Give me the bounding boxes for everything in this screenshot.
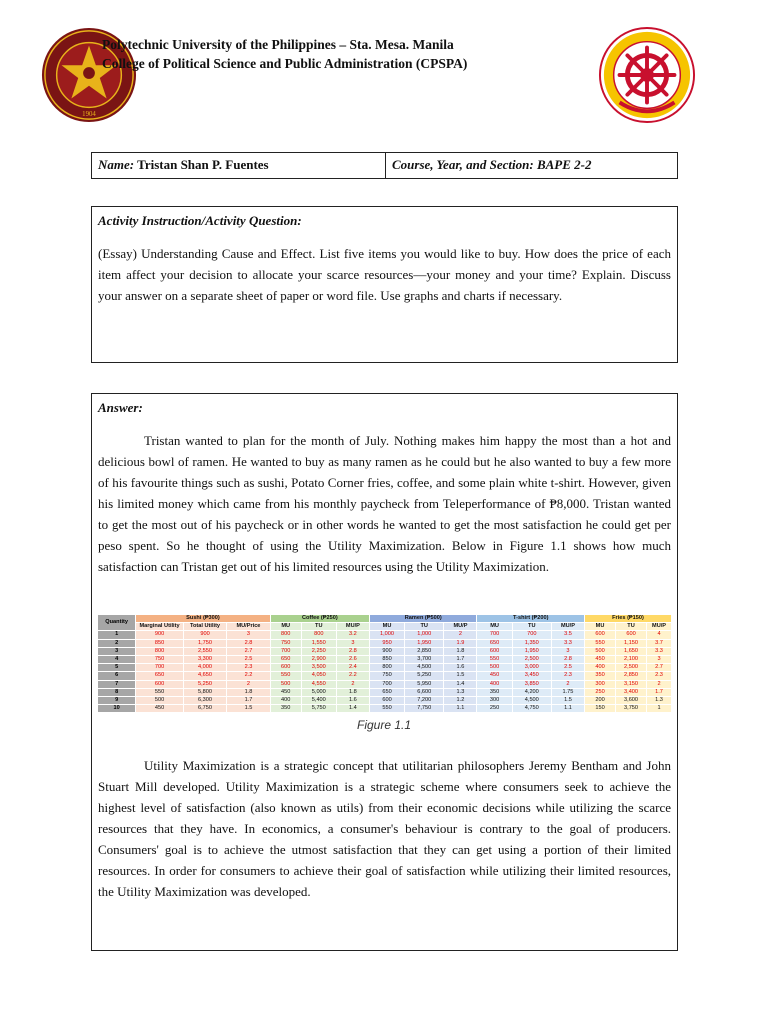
table-cell: 3,750 — [616, 705, 647, 713]
table-cell: 600 — [477, 647, 512, 655]
table-cell: 900 — [369, 647, 404, 655]
column-header: MU — [477, 623, 512, 631]
table-cell: 800 — [301, 631, 336, 639]
table-cell: 2.6 — [336, 656, 369, 664]
table-cell: 6,750 — [183, 705, 226, 713]
instruction-body: (Essay) Understanding Cause and Effect. List five items you would like to buy. How does the price of each item affect your decision to allocate your scarce resources—your money and your time? Explain. Discuss your answer on a separate sheet of paper or word file. Use graphs and charts if necessary. — [98, 246, 671, 303]
table-cell: 1.6 — [336, 697, 369, 705]
quantity-cell: 2 — [98, 639, 136, 647]
table-cell: 750 — [270, 639, 301, 647]
table-cell: 2.2 — [336, 672, 369, 680]
table-cell: 3 — [551, 647, 584, 655]
table-cell: 300 — [477, 697, 512, 705]
table-cell: 4,550 — [301, 680, 336, 688]
table-cell: 5,950 — [405, 680, 444, 688]
column-header: MU/P — [336, 623, 369, 631]
table-cell: 1.8 — [336, 688, 369, 696]
table-cell: 4 — [647, 631, 672, 639]
table-cell: 1 — [647, 705, 672, 713]
table-row — [98, 697, 672, 705]
table-cell: 3,300 — [183, 656, 226, 664]
table-cell: 1.1 — [551, 705, 584, 713]
table-cell: 850 — [369, 656, 404, 664]
table-cell: 1.4 — [336, 705, 369, 713]
column-header: MU — [270, 623, 301, 631]
table-row — [98, 656, 672, 664]
table-cell: 2,850 — [616, 672, 647, 680]
table-cell: 5,750 — [301, 705, 336, 713]
figure-caption: Figure 1.1 — [356, 718, 412, 732]
table-cell: 1.8 — [227, 688, 270, 696]
table-cell: 3.5 — [551, 631, 584, 639]
table-cell: 700 — [477, 631, 512, 639]
quantity-cell: 5 — [98, 664, 136, 672]
table-cell: 1,150 — [616, 639, 647, 647]
quantity-cell: 3 — [98, 647, 136, 655]
table-cell: 1,650 — [616, 647, 647, 655]
table-cell: 500 — [136, 697, 184, 705]
table-cell: 1,950 — [512, 647, 551, 655]
table-cell: 4,500 — [405, 664, 444, 672]
table-cell: 1,000 — [405, 631, 444, 639]
table-cell: 800 — [270, 631, 301, 639]
quantity-cell: 8 — [98, 688, 136, 696]
table-cell: 150 — [585, 705, 616, 713]
utility-table — [97, 614, 672, 713]
table-cell: 6,600 — [405, 688, 444, 696]
university-name: Polytechnic University of the Philippines – Sta. Mesa. Manila — [102, 37, 454, 52]
table-cell: 3 — [336, 639, 369, 647]
table-cell: 1.3 — [647, 697, 672, 705]
table-cell: 1.7 — [647, 688, 672, 696]
table-cell: 3 — [647, 656, 672, 664]
table-cell: 4,650 — [183, 672, 226, 680]
table-cell: 3,700 — [405, 656, 444, 664]
table-cell: 2,500 — [512, 656, 551, 664]
table-cell: 2 — [551, 680, 584, 688]
name-cell — [92, 153, 385, 178]
table-cell: 200 — [585, 697, 616, 705]
table-cell: 600 — [616, 631, 647, 639]
group-header-tshirt: T-shirt (₱200) — [477, 615, 585, 623]
table-cell: 2.7 — [227, 647, 270, 655]
table-cell: 1,000 — [369, 631, 404, 639]
table-cell: 6,300 — [183, 697, 226, 705]
course-cell — [385, 153, 598, 178]
table-cell: 5,400 — [301, 697, 336, 705]
table-cell: 600 — [270, 664, 301, 672]
table-row — [98, 631, 672, 639]
table-cell: 500 — [270, 680, 301, 688]
table-cell: 450 — [477, 672, 512, 680]
table-cell: 550 — [369, 705, 404, 713]
quantity-cell: 4 — [98, 656, 136, 664]
quantity-cell: 10 — [98, 705, 136, 713]
table-cell: 2.3 — [647, 672, 672, 680]
table-cell: 800 — [136, 647, 184, 655]
table-cell: 1.8 — [444, 647, 477, 655]
table-cell: 600 — [136, 680, 184, 688]
answer-title: Answer: — [98, 400, 143, 415]
table-cell: 500 — [585, 647, 616, 655]
column-header: Marginal Utility — [136, 623, 184, 631]
table-cell: 7,200 — [405, 697, 444, 705]
group-header-coffee: Coffee (₱250) — [270, 615, 369, 623]
table-cell: 550 — [136, 688, 184, 696]
table-cell: 550 — [477, 656, 512, 664]
table-cell: 3,600 — [616, 697, 647, 705]
table-cell: 1.5 — [551, 697, 584, 705]
table-cell: 2.3 — [551, 672, 584, 680]
table-cell: 4,500 — [512, 697, 551, 705]
table-row — [98, 647, 672, 655]
answer-paragraph-1: Tristan wanted to plan for the month of July. Nothing makes him happy the most than a hot and delicious bowl of ramen. He wanted to buy as many ramen as he could but he also wanted to buy a few more of his favourite things such as sushi, Potato Corner fries, coffee, and some plain white t-shirt. However, given his limited money which came from his monthly paycheck from Teleperformance of ₱8,000. Tristan wanted to get the most out of his paycheck or in other words he wanted to get the most satisfaction he could get per peso spent. So he thought of using the Utility Maximization. Below in Figure 1.1 shows how much satisfaction can Tristan get out of his limited resources using the Utility Maximization. — [98, 433, 671, 574]
table-row — [98, 705, 672, 713]
table-cell: 1,750 — [183, 639, 226, 647]
table-cell: 2,250 — [301, 647, 336, 655]
table-cell: 2.2 — [227, 672, 270, 680]
table-cell: 3,850 — [512, 680, 551, 688]
seal-year: 1904 — [82, 111, 96, 119]
table-cell: 650 — [369, 688, 404, 696]
table-cell: 2.5 — [551, 664, 584, 672]
table-cell: 300 — [585, 680, 616, 688]
table-cell: 3.2 — [336, 631, 369, 639]
table-cell: 1,350 — [512, 639, 551, 647]
table-cell: 2.8 — [227, 639, 270, 647]
table-cell: 700 — [369, 680, 404, 688]
table-cell: 3,000 — [512, 664, 551, 672]
table-cell: 2,900 — [301, 656, 336, 664]
table-row — [98, 680, 672, 688]
table-cell: 250 — [585, 688, 616, 696]
table-cell: 1.3 — [444, 688, 477, 696]
table-cell: 800 — [369, 664, 404, 672]
table-cell: 4,000 — [183, 664, 226, 672]
table-cell: 250 — [477, 705, 512, 713]
column-header: MU — [585, 623, 616, 631]
table-cell: 1.5 — [444, 672, 477, 680]
table-cell: 2.4 — [336, 664, 369, 672]
table-cell: 1.1 — [444, 705, 477, 713]
table-cell: 5,250 — [405, 672, 444, 680]
table-cell: 450 — [136, 705, 184, 713]
quantity-cell: 1 — [98, 631, 136, 639]
table-row — [98, 639, 672, 647]
column-header: MU/P — [647, 623, 672, 631]
table-cell: 350 — [270, 705, 301, 713]
table-cell: 5,000 — [301, 688, 336, 696]
table-cell: 350 — [477, 688, 512, 696]
course-value: BAPE 2-2 — [536, 157, 592, 172]
table-cell: 2,100 — [616, 656, 647, 664]
instruction-box — [91, 206, 678, 363]
column-header: TU — [301, 623, 336, 631]
table-row — [98, 672, 672, 680]
college-name: College of Political Science and Public Administration (CPSPA) — [102, 56, 468, 71]
group-header-ramen: Ramen (₱500) — [369, 615, 477, 623]
table-cell: 400 — [270, 697, 301, 705]
table-cell: 450 — [585, 656, 616, 664]
table-cell: 700 — [512, 631, 551, 639]
table-cell: 1.7 — [444, 656, 477, 664]
table-cell: 2 — [336, 680, 369, 688]
column-header: MU — [369, 623, 404, 631]
table-cell: 400 — [477, 680, 512, 688]
table-row — [98, 664, 672, 672]
table-cell: 7,750 — [405, 705, 444, 713]
table-cell: 700 — [136, 664, 184, 672]
table-cell: 3,150 — [616, 680, 647, 688]
table-cell: 650 — [136, 672, 184, 680]
quantity-cell: 6 — [98, 672, 136, 680]
table-cell: 2,850 — [405, 647, 444, 655]
table-cell: 5,800 — [183, 688, 226, 696]
quantity-cell: 9 — [98, 697, 136, 705]
student-info-box — [91, 152, 678, 179]
column-header: MU/P — [444, 623, 477, 631]
answer-paragraph-2: Utility Maximization is a strategic concept that utilitarian philosophers Jeremy Bentham and John Stuart Mill developed. Utility Maximization is a strategic scheme where consumers seek to achieve the highest level of satisfaction (also known as utils) from their economic decisions while utilizing the scarce resources that they have. In economics, a consumer's behaviour is contrary to the goal of producers. Consumers' goal is to achieve the utmost satisfaction that they can get using a portion of their limited resources. In order for consumers to achieve their goal of satisfaction while utilizing their limited resources, the Utility Maximization was developed. — [98, 758, 671, 899]
table-cell: 5,250 — [183, 680, 226, 688]
name-label: Name: — [98, 157, 135, 172]
table-cell: 3,400 — [616, 688, 647, 696]
quantity-header: Quantity — [98, 615, 136, 631]
column-header: MU/P — [551, 623, 584, 631]
table-cell: 3,500 — [301, 664, 336, 672]
table-cell: 650 — [270, 656, 301, 664]
cpspa-seal-logo — [598, 26, 696, 124]
table-cell: 500 — [477, 664, 512, 672]
table-cell: 650 — [477, 639, 512, 647]
table-cell: 750 — [369, 672, 404, 680]
table-cell: 2.8 — [551, 656, 584, 664]
table-cell: 950 — [369, 639, 404, 647]
table-cell: 4,050 — [301, 672, 336, 680]
table-cell: 450 — [270, 688, 301, 696]
table-cell: 750 — [136, 656, 184, 664]
table-cell: 1,950 — [405, 639, 444, 647]
table-cell: 1,550 — [301, 639, 336, 647]
table-cell: 3 — [227, 631, 270, 639]
table-cell: 850 — [136, 639, 184, 647]
table-cell: 2 — [227, 680, 270, 688]
course-label: Course, Year, and Section: — [392, 157, 534, 172]
table-cell: 1.5 — [227, 705, 270, 713]
column-header: TU — [512, 623, 551, 631]
table-cell: 2 — [444, 631, 477, 639]
column-header: TU — [616, 623, 647, 631]
table-cell: 3.3 — [647, 647, 672, 655]
table-cell: 550 — [270, 672, 301, 680]
table-cell: 1.9 — [444, 639, 477, 647]
table-cell: 4,200 — [512, 688, 551, 696]
table-cell: 350 — [585, 672, 616, 680]
table-cell: 1.6 — [444, 664, 477, 672]
table-cell: 900 — [183, 631, 226, 639]
instruction-title: Activity Instruction/Activity Question: — [98, 213, 302, 228]
column-header: MU/Price — [227, 623, 270, 631]
table-cell: 2.7 — [647, 664, 672, 672]
table-cell: 3.3 — [551, 639, 584, 647]
table-cell: 1.4 — [444, 680, 477, 688]
quantity-cell: 7 — [98, 680, 136, 688]
group-header-sushi: Sushi (₱300) — [136, 615, 270, 623]
table-cell: 400 — [585, 664, 616, 672]
table-cell: 1.2 — [444, 697, 477, 705]
table-cell: 900 — [136, 631, 184, 639]
table-cell: 2,500 — [616, 664, 647, 672]
table-cell: 1.75 — [551, 688, 584, 696]
table-cell: 2 — [647, 680, 672, 688]
table-cell: 2.5 — [227, 656, 270, 664]
table-cell: 2.8 — [336, 647, 369, 655]
table-cell: 2.3 — [227, 664, 270, 672]
table-cell: 3.7 — [647, 639, 672, 647]
group-header-fries: Fries (₱150) — [585, 615, 672, 623]
table-cell: 600 — [585, 631, 616, 639]
table-cell: 600 — [369, 697, 404, 705]
table-cell: 4,750 — [512, 705, 551, 713]
table-row — [98, 688, 672, 696]
table-cell: 2,550 — [183, 647, 226, 655]
name-value: Tristan Shan P. Fuentes — [137, 157, 269, 172]
column-header: Total Utility — [183, 623, 226, 631]
table-cell: 3,450 — [512, 672, 551, 680]
table-cell: 1.7 — [227, 697, 270, 705]
table-cell: 550 — [585, 639, 616, 647]
table-cell: 700 — [270, 647, 301, 655]
column-header: TU — [405, 623, 444, 631]
